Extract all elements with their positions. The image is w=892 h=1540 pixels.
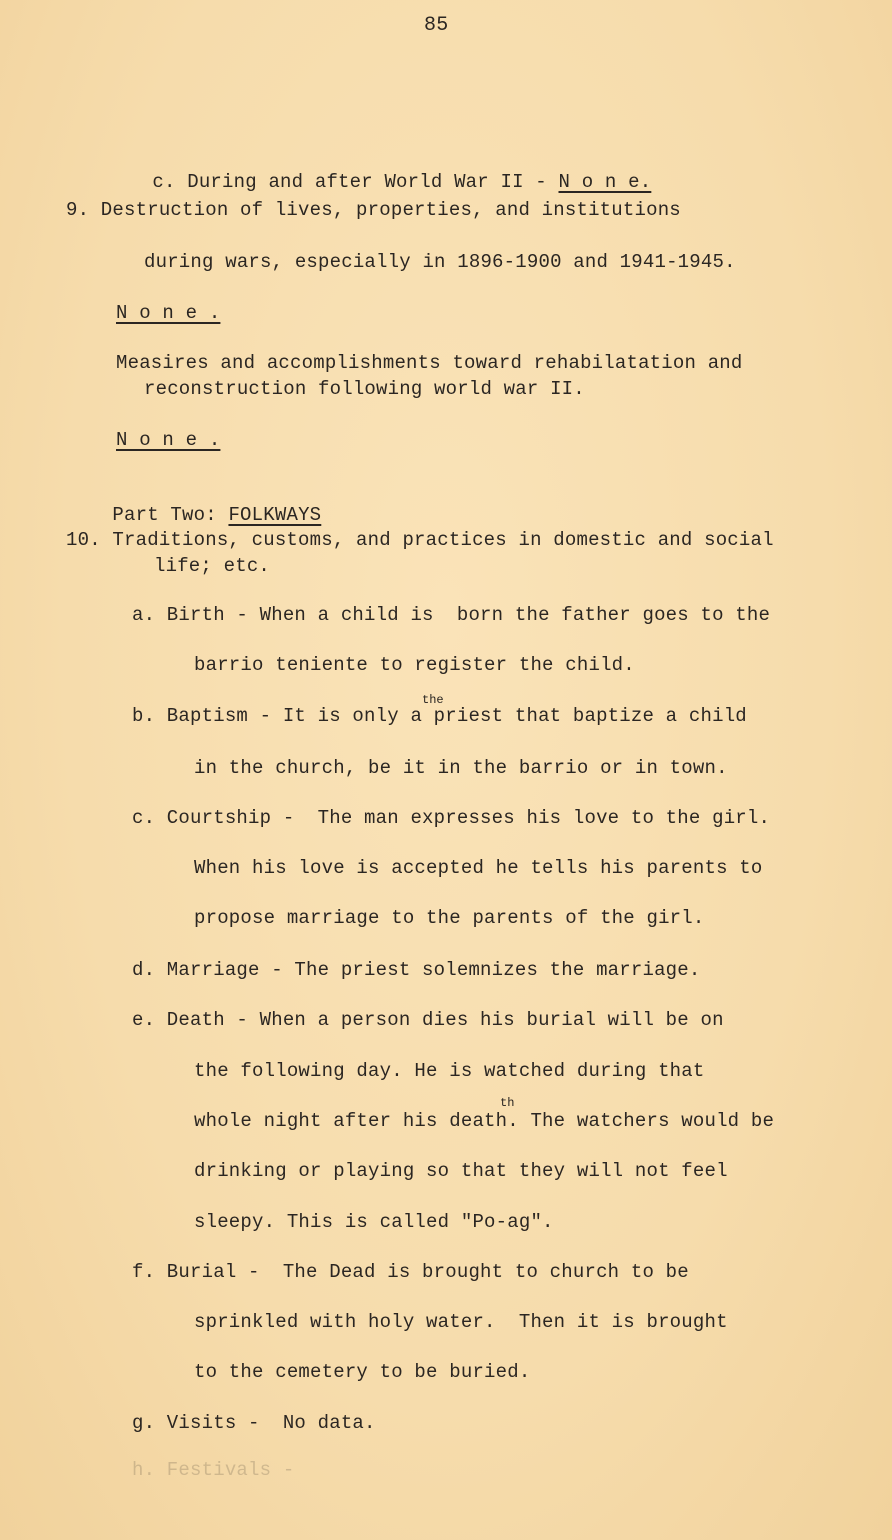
death-line-2: the following day. He is watched during that (194, 1060, 705, 1082)
measures-line-2: reconstruction following world war II. (144, 378, 585, 400)
birth-line-1: a. Birth - When a child is born the father goes to the (132, 604, 771, 626)
measures-line-1: Measires and accomplishments toward rehabilatation and (116, 352, 743, 374)
item-9-line-1: 9. Destruction of lives, properties, and institutions (66, 199, 681, 221)
part-two-title: FOLKWAYS (228, 504, 322, 526)
death-line-3: whole night after his death. The watchers would be (194, 1110, 775, 1132)
part-two-label: Part Two: (112, 504, 229, 526)
death-handwritten-insert: th (500, 1096, 515, 1110)
item-10-line-1: 10. Traditions, customs, and practices in domestic and social (66, 529, 774, 551)
item-c-ww2-text: c. During and after World War II - (152, 171, 559, 193)
burial-line-1: f. Burial - The Dead is brought to church to be (132, 1261, 689, 1283)
courtship-line-3: propose marriage to the parents of the girl. (194, 907, 705, 929)
birth-line-2: barrio teniente to register the child. (194, 654, 635, 676)
death-line-1: e. Death - When a person dies his burial will be on (132, 1009, 724, 1031)
baptism-line-2: in the church, be it in the barrio or in town. (194, 757, 728, 779)
burial-line-2: sprinkled with holy water. Then it is brought (194, 1311, 728, 1333)
item-c-ww2-none: N o n e. (558, 171, 652, 193)
baptism-handwritten-insert: the (422, 693, 444, 707)
none-marker-2: N o n e . (116, 429, 221, 451)
festivals-partial-line: h. Festivals - (132, 1459, 295, 1481)
courtship-line-1: c. Courtship - The man expresses his love to the girl. (132, 807, 771, 829)
marriage-line-1: d. Marriage - The priest solemnizes the marriage. (132, 959, 701, 981)
death-line-5: sleepy. This is called "Po-ag". (194, 1211, 554, 1233)
item-10-line-2: life; etc. (154, 555, 271, 577)
item-9-line-2: during wars, especially in 1896-1900 and 1941-1945. (144, 251, 736, 273)
burial-line-3: to the cemetery to be buried. (194, 1361, 531, 1383)
none-marker-1: N o n e . (116, 302, 221, 324)
visits-line-1: g. Visits - No data. (132, 1412, 376, 1434)
courtship-line-2: When his love is accepted he tells his parents to (194, 857, 763, 879)
page-number: 85 (424, 14, 449, 37)
death-line-4: drinking or playing so that they will not feel (194, 1160, 728, 1182)
baptism-line-1: b. Baptism - It is only a priest that baptize a child (132, 705, 747, 727)
